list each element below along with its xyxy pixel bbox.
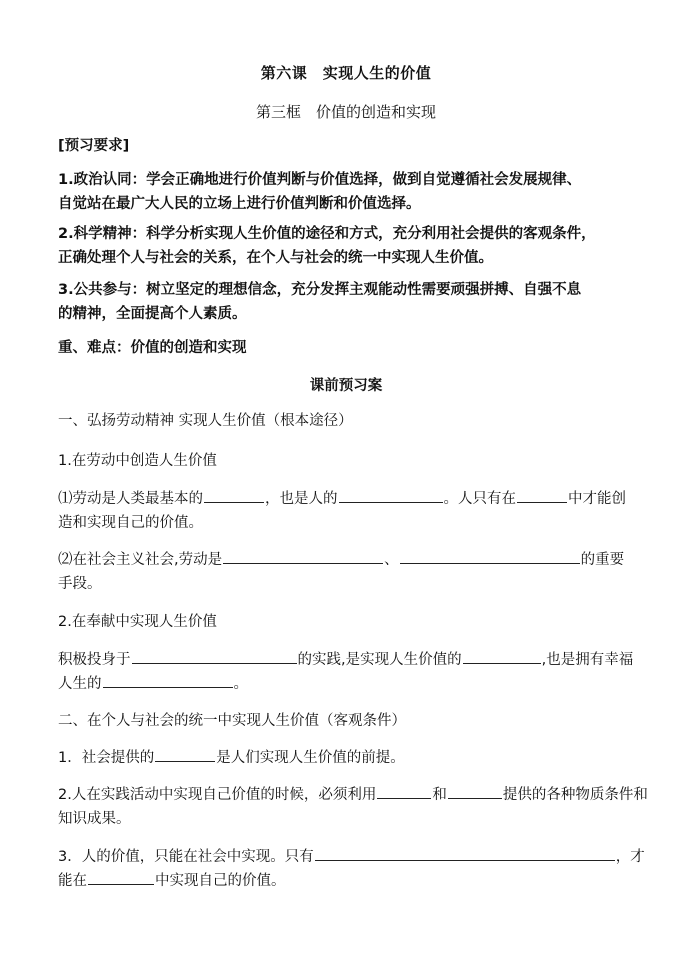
blank-field[interactable] — [204, 488, 264, 503]
text: 3．人的价值，只能在社会中实现。只有 — [58, 849, 314, 865]
text: 是人们实现人生价值的前提。 — [216, 750, 405, 766]
text: 2.人在实践活动中实现自己价值的时候，必须利用 — [58, 787, 377, 803]
blank-field[interactable] — [463, 649, 541, 664]
blank-field[interactable] — [377, 784, 431, 799]
fill-line-p3 — [58, 648, 633, 669]
fill-line-q3 — [58, 845, 645, 866]
blank-field[interactable] — [88, 870, 154, 885]
blank-field[interactable] — [223, 549, 383, 564]
text: 的重要 — [580, 552, 625, 568]
text: ,也是拥有幸福 — [541, 652, 634, 668]
fill-line-p3-line-2 — [58, 672, 248, 693]
requirement-2-line-2: 正确处理个人与社会的关系，在个人与社会的统一中实现人生价值。 — [58, 250, 493, 266]
blank-field[interactable] — [448, 784, 502, 799]
section-2-heading: 二、在个人与社会的统一中实现人生价值（客观条件） — [58, 713, 406, 729]
q2-line-2: 知识成果。 — [58, 811, 131, 827]
fill-line-q1 — [58, 746, 405, 767]
fill-line-q3-line-2 — [58, 869, 286, 890]
text: ，才 — [615, 849, 645, 865]
requirement-1-line-2: 自觉站在最广大人民的立场上进行价值判断和价值选择。 — [58, 196, 421, 212]
case-title: 课前预习案 — [309, 378, 383, 394]
text: ⑴劳动是人类最基本的 — [58, 491, 203, 507]
text: ⑵在社会主义社会,劳动是 — [58, 552, 223, 568]
blank-field[interactable] — [315, 846, 615, 861]
text: 。 — [233, 676, 248, 692]
p2-line-2: 手段。 — [58, 576, 102, 592]
text: 人生的 — [58, 676, 102, 692]
blank-field[interactable] — [339, 488, 443, 503]
text: 1．社会提供的 — [58, 750, 155, 766]
requirement-1-line-1: 1.政治认同：学会正确地进行价值判断与价值选择，做到自觉遵循社会发展规律、 — [58, 172, 582, 188]
text: 的实践,是实现人生价值的 — [297, 652, 462, 668]
text: 中实现自己的价值。 — [155, 873, 286, 889]
text: 中才能创 — [568, 491, 626, 507]
fill-line-p2 — [58, 548, 624, 569]
section-1-subheading-1: 1.在劳动中创造人生价值 — [58, 453, 217, 469]
text: ，也是人的 — [265, 491, 338, 507]
preview-requirements-label: [预习要求] — [58, 138, 130, 154]
text: 提供的各种物质条件和 — [502, 787, 648, 803]
text: 、 — [384, 552, 399, 568]
blank-field[interactable] — [132, 649, 297, 664]
fill-line-p1 — [58, 487, 626, 508]
text: 和 — [432, 787, 447, 803]
fill-line-q2 — [58, 783, 648, 804]
section-1-heading: 一、弘扬劳动精神 实现人生价值（根本途径） — [58, 413, 353, 429]
p1-line-2: 造和实现自己的价值。 — [58, 515, 203, 531]
section-1-subheading-2: 2.在奉献中实现人生价值 — [58, 614, 217, 630]
blank-field[interactable] — [400, 549, 580, 564]
requirement-3-line-2: 的精神，全面提高个人素质。 — [58, 306, 247, 322]
lesson-title: 第六课 实现人生的价值 — [260, 64, 432, 82]
requirement-2-line-1: 2.科学精神：科学分析实现人生价值的途径和方式，充分利用社会提供的客观条件， — [58, 226, 596, 242]
text: 积极投身于 — [58, 652, 131, 668]
blank-field[interactable] — [517, 488, 567, 503]
blank-field[interactable] — [103, 673, 233, 688]
lesson-subtitle: 第三框 价值的创造和实现 — [255, 103, 436, 121]
requirement-3-line-1: 3.公共参与：树立坚定的理想信念，充分发挥主观能动性需要顽强拼搏、自强不息 — [58, 282, 582, 298]
key-points: 重、难点：价值的创造和实现 — [58, 340, 247, 356]
blank-field[interactable] — [155, 747, 215, 762]
text: 能在 — [58, 873, 87, 889]
text: 。人只有在 — [443, 491, 516, 507]
